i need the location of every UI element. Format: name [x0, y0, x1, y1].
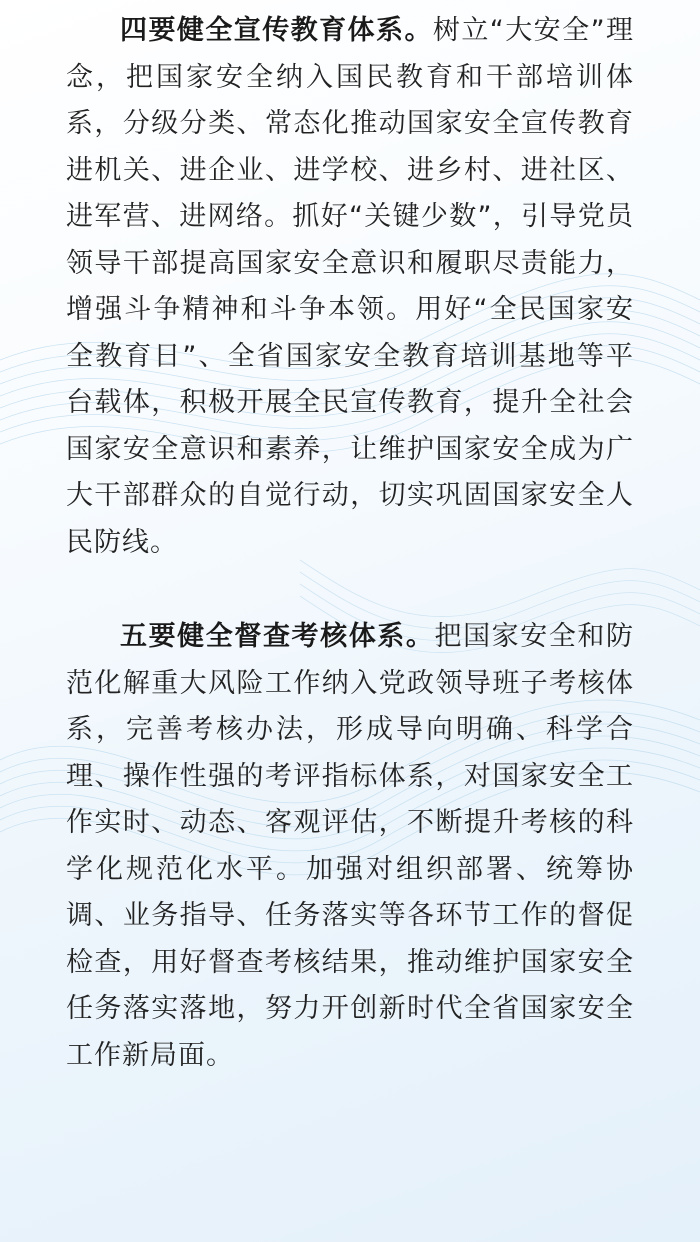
article-body [66, 8, 634, 1079]
paragraph-publicity-education [66, 8, 634, 566]
paragraph-text: 树立“大安全”理念，把国家安全纳入国民教育和干部培训体系，分级分类、常态化推动国家安全宣传教育进机关、进企业、进学校、进乡村、进社区、进军营、进网络。抓好“关键少数”，引导党员领导干部提高国家安全意识和履职尽责能力，增强斗争精神和斗争本领。用好“全民国家安全教育日”、全省国家安全教育培训基地等平台载体，积极开展全民宣传教育，提升全社会国家安全意识和素养，让维护国家安全成为广大干部群众的自觉行动，切实巩固国家安全人民防线。 [66, 15, 634, 558]
paragraph-supervision-assessment [66, 614, 634, 1079]
paragraph-lead-heading: 五要健全督查考核体系。 [120, 621, 435, 652]
paragraph-lead-heading: 四要健全宣传教育体系。 [120, 15, 433, 46]
paragraph-text: 把国家安全和防范化解重大风险工作纳入党政领导班子考核体系，完善考核办法，形成导向明确、科学合理、操作性强的考评指标体系，对国家安全工作实时、动态、客观评估，不断提升考核的科学化规范化水平。加强对组织部署、统筹协调、业务指导、任务落实等各环节工作的督促检查，用好督查考核结果，推动维护国家安全任务落实落地，努力开创新时代全省国家安全工作新局面。 [66, 621, 635, 1071]
